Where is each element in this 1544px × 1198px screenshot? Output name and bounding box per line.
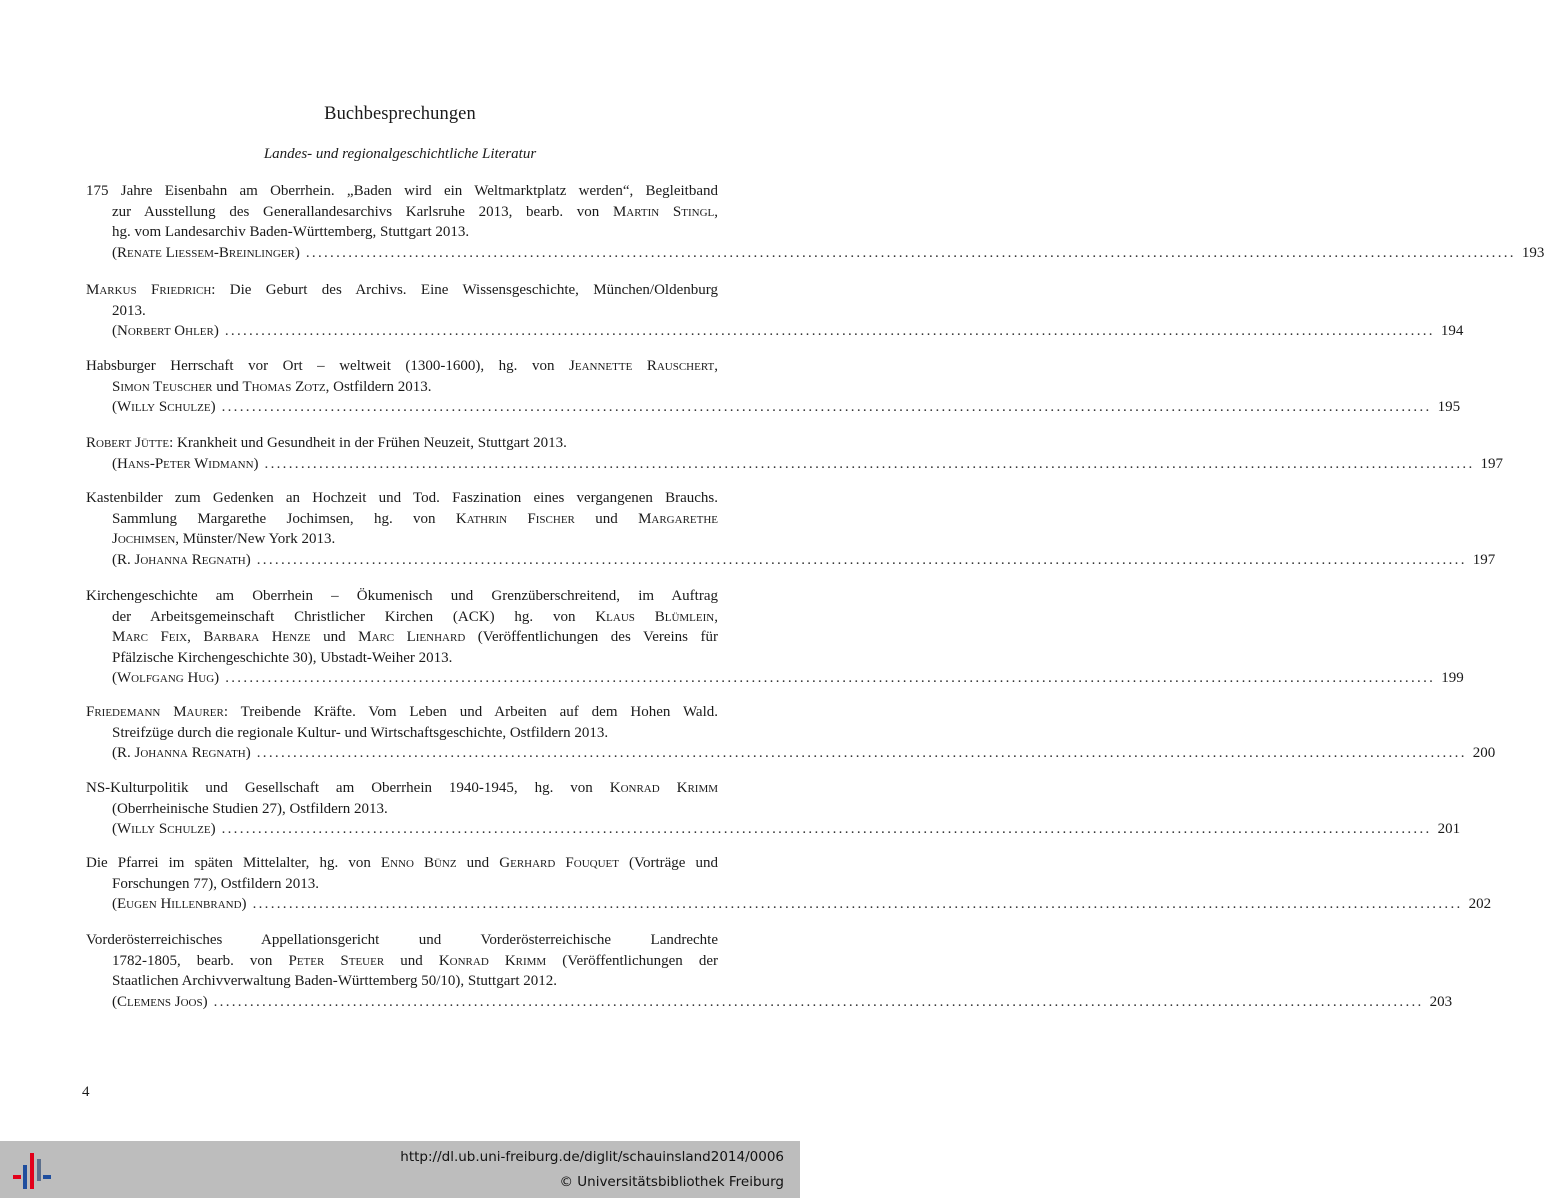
entry-text-line: zur Ausstellung des Generallandesarchivs Karlsruhe 2013, bearb. von Martin Stingl, — [112, 203, 718, 220]
entry-text-line: NS-Kulturpolitik und Gesellschaft am Oberrhein 1940-1945, hg. von Konrad Krimm — [86, 780, 719, 796]
logo-bar-red — [30, 1153, 34, 1189]
page-folio: 4 — [82, 1084, 90, 1100]
reviewer-line — [86, 321, 1464, 342]
page-number: 193 — [1521, 244, 1544, 261]
reviewer-name: (R. Johanna Regnath) — [112, 745, 251, 761]
reviewer-line — [86, 397, 1461, 418]
reviewer-line — [86, 668, 1464, 689]
leader-dots: ........................................................................................................................................................................................................ — [213, 993, 1424, 1010]
reviewer-name: (Clemens Joos) — [112, 993, 208, 1010]
entry-text-line: Kirchengeschichte am Oberrhein – Ökumenisch und Grenzüberschreitend, im Auftrag — [86, 588, 718, 604]
footer-bar — [0, 1141, 800, 1198]
reviewer-name: (Norbert Ohler) — [112, 323, 219, 339]
reviewer-name: (Hans-Peter Widmann) — [112, 455, 259, 472]
entry-text-line: Marc Feix, Barbara Henze und Marc Lienhard (Veröffentlichungen des Vereins für — [112, 629, 718, 645]
entry-text-line: hg. vom Landesarchiv Baden-Württemberg, Stuttgart 2013. — [112, 224, 470, 240]
toc-entry — [86, 356, 1461, 418]
toc-entry — [86, 280, 1464, 342]
reviewer-line — [86, 992, 1453, 1013]
reviewer-name: (Willy Schulze) — [112, 821, 216, 837]
entry-text-line: Friedemann Maurer: Treibende Kräfte. Vom Leben und Arbeiten auf dem Hohen Wald. — [86, 704, 718, 720]
leader-dots: ........................................................................................................................................................................................................ — [221, 821, 1432, 837]
reviewer-line — [86, 454, 1504, 475]
logo-dash-right — [43, 1175, 51, 1179]
reviewer-line — [86, 743, 1496, 764]
reviewer-name: (Renate Liessem-Breinlinger) — [112, 244, 300, 261]
copyright-notice: © Universitätsbibliothek Freiburg — [559, 1174, 784, 1190]
leader-dots: ........................................................................................................................................................................................................ — [221, 399, 1432, 415]
page-number: 201 — [1437, 821, 1461, 837]
entry-text-line: Vorderösterreichisches Appellationsgericht und Vorderösterreichische Landrechte — [86, 932, 718, 948]
logo-bar-blue — [23, 1165, 27, 1189]
leader-dots: ........................................................................................................................................................................................................ — [305, 244, 1516, 261]
entry-text-line: Die Pfarrei im späten Mittelalter, hg. von Enno Bünz und Gerhard Fouquet (Vorträge und — [86, 855, 718, 871]
toc-entry — [86, 181, 1544, 263]
toc-entry — [86, 433, 1504, 474]
reviewer-line — [86, 550, 1496, 571]
page-subtitle: Landes- und regionalgeschichtliche Literatur — [263, 146, 537, 162]
reviewer-name: (Willy Schulze) — [112, 399, 216, 415]
leader-dots: ........................................................................................................................................................................................................ — [224, 323, 1435, 339]
reviewer-name: (Eugen Hillenbrand) — [112, 896, 247, 912]
entry-text-line: Kastenbilder zum Gedenken an Hochzeit und Tod. Faszination eines vergangenen Brauchs. — [86, 490, 718, 506]
page-number: 199 — [1441, 670, 1464, 686]
entry-text-line: 1782-1805, bearb. von Peter Steuer und Konrad Krimm (Veröffentlichungen der — [112, 952, 719, 969]
reviewer-line — [86, 894, 1492, 915]
entry-text-line: 2013. — [112, 302, 146, 319]
leader-dots: ........................................................................................................................................................................................................ — [256, 745, 1467, 761]
logo-dash-left — [13, 1175, 21, 1179]
entry-text-line: Jochimsen, Münster/New York 2013. — [112, 531, 336, 547]
page-number: 202 — [1468, 896, 1492, 912]
leader-dots: ........................................................................................................................................................................................................ — [264, 455, 1475, 472]
logo-bar-slate — [37, 1159, 41, 1181]
page-number: 200 — [1472, 745, 1496, 761]
entry-text-line: Staatlichen Archivverwaltung Baden-Württemberg 50/10), Stuttgart 2012. — [112, 973, 558, 989]
toc-entry — [86, 778, 1461, 840]
reviewer-name: (R. Johanna Regnath) — [112, 551, 251, 568]
toc-entry — [86, 702, 1496, 764]
page-number: 197 — [1472, 551, 1496, 568]
entry-text-line: Robert Jütte: Krankheit und Gesundheit in der Frühen Neuzeit, Stuttgart 2013. — [86, 435, 567, 451]
toc-entry — [86, 930, 1453, 1012]
ub-freiburg-logo-icon — [12, 1153, 52, 1189]
entry-text-line: Simon Teuscher und Thomas Zotz, Ostfildern 2013. — [112, 378, 432, 395]
entry-text-line: der Arbeitsgemeinschaft Christlicher Kirchen (ACK) hg. von Klaus Blümlein, — [112, 608, 718, 625]
page-number: 203 — [1429, 993, 1453, 1010]
reviewer-name: (Wolfgang Hug) — [112, 670, 220, 686]
leader-dots: ........................................................................................................................................................................................................ — [252, 896, 1463, 912]
entry-text-line: (Oberrheinische Studien 27), Ostfildern 2013. — [112, 800, 388, 817]
page-title: Buchbesprechungen — [324, 104, 476, 124]
entry-text-line: Sammlung Margarethe Jochimsen, hg. von Kathrin Fischer und Margarethe — [112, 510, 719, 527]
toc-entry — [86, 488, 1496, 570]
entry-text-line: 175 Jahre Eisenbahn am Oberrhein. „Baden wird ein Weltmarktplatz werden“, Begleitband — [86, 183, 718, 199]
leader-dots: ........................................................................................................................................................................................................ — [225, 670, 1436, 686]
reviewer-line — [86, 243, 1544, 264]
page-number: 197 — [1480, 455, 1504, 472]
entry-text-line: Habsburger Herrschaft vor Ort – weltweit (1300-1600), hg. von Jeannette Rauschert, — [86, 358, 718, 374]
toc-entry — [86, 586, 1464, 689]
reviewer-line — [86, 819, 1461, 840]
page-number: 194 — [1440, 323, 1464, 339]
entry-text-line: Streifzüge durch die regionale Kultur- und Wirtschaftsgeschichte, Ostfildern 2013. — [112, 724, 609, 741]
entry-text-line: Forschungen 77), Ostfildern 2013. — [112, 875, 320, 892]
toc-entry — [86, 853, 1492, 915]
page-number: 195 — [1437, 399, 1461, 415]
permalink-url[interactable]: http://dl.ub.uni-freiburg.de/diglit/schauinsland2014/0006 — [400, 1149, 784, 1165]
entry-text-line: Pfälzische Kirchengeschichte 30), Ubstadt-Weiher 2013. — [112, 649, 453, 666]
entry-text-line: Markus Friedrich: Die Geburt des Archivs. Eine Wissensgeschichte, München/Oldenburg — [86, 282, 718, 298]
leader-dots: ........................................................................................................................................................................................................ — [256, 551, 1467, 568]
